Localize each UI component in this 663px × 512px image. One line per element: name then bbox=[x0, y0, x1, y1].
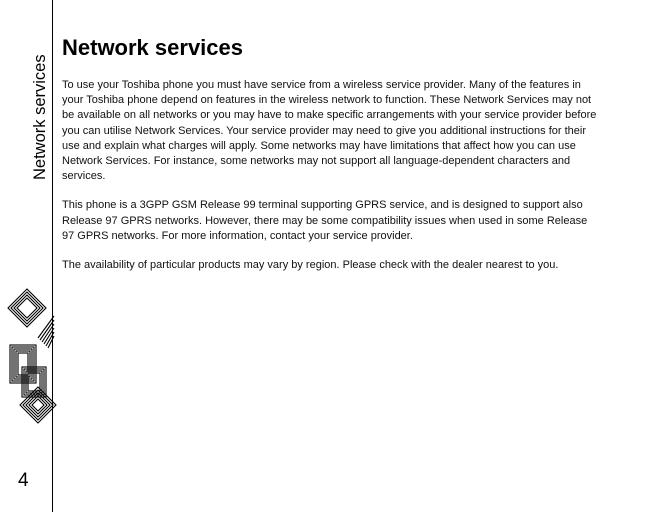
ornament-top-diamond bbox=[8, 289, 46, 327]
decorative-ornament-icon bbox=[2, 283, 58, 435]
page-number: 4 bbox=[18, 470, 29, 491]
paragraph-regional-availability: The availability of particular products may vary by region. Please check with the dealer nearest to you. bbox=[62, 259, 559, 272]
ornament-hatch-band bbox=[38, 316, 54, 348]
margin-rule bbox=[52, 0, 53, 512]
paragraph-gprs-compatibility: This phone is a 3GPP GSM Release 99 terminal supporting GPRS service, and is designed to support also Release 97 GPRS networks. However, there may be some compatibility issues when used in some Release 97 GPRS networks. For more information, contact your service provider. bbox=[62, 199, 588, 242]
paragraph-network-services-intro: To use your Toshiba phone you must have service from a wireless service provider. Many of the features in your Toshiba phone depend on features in the wireless network to function. These Network Services may not be available on all networks or you may have to make specific arrangements with your service provider before you can utilise Network Services. Your service provider may need to give you additional instructions for their use and explain what charges will apply. Some networks may have limitations that affect how you can use Network Services. For instance, some networks may not support all language-dependent characters and services. bbox=[62, 79, 597, 183]
main-content bbox=[62, 35, 602, 273]
page-title: Network services bbox=[62, 35, 243, 60]
ornament-bottom-diamond bbox=[20, 387, 56, 423]
side-section-title: Network services bbox=[31, 54, 49, 180]
